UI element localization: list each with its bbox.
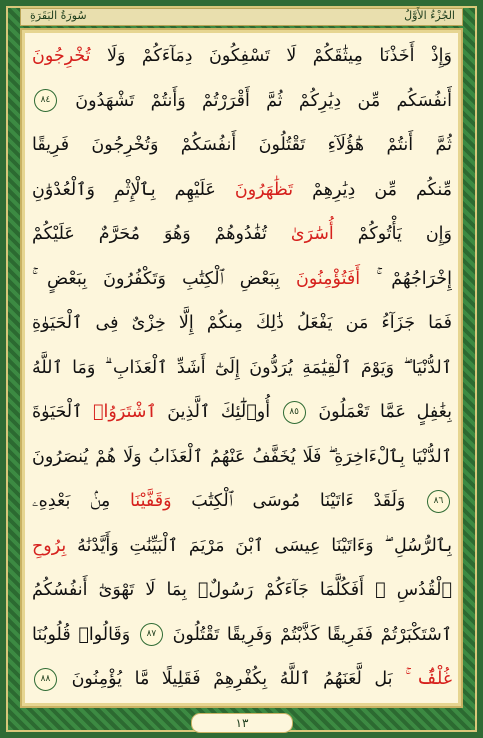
- ayah-number-marker: ٨٨: [34, 668, 57, 691]
- highlighted-word: تُخْرِجُونَ: [32, 46, 91, 66]
- verse-line: [32, 34, 452, 79]
- juz-name: الجُزْءُ الأَوَّلُ: [404, 9, 455, 22]
- verse-text: مِّنكُم مِّن دِيَٰرِهِمْ: [293, 179, 452, 200]
- verse-text: أَنفُسَكُم مِّن دِيَٰرِكُمْ ثُمَّ أَقْرَرْتُمْ وَأَنتُمْ تَشْهَدُونَ: [59, 90, 452, 111]
- verse-text: بِغَٰفِلٍ عَمَّا تَعْمَلُونَ: [307, 402, 452, 422]
- verse-text: وَإِذْ أَخَذْنَا مِيثَٰقَكُمْ لَا تَسْفِكُونَ دِمَآءَكُمْ وَلَا: [90, 46, 452, 66]
- highlighted-word: تَظَٰهَرُونَ: [234, 179, 294, 200]
- ayah-number-marker: ٨٥: [283, 401, 306, 424]
- verse-text: مِنۢ بَعْدِهِۦ: [32, 491, 130, 511]
- verse-lines: [32, 34, 452, 702]
- verse-text: بِٱلرُّسُلِ ۖ وَءَاتَيْنَا عِيسَى ٱبْنَ مَرْيَمَ ٱلْبَيِّنَٰتِ وَأَيَّدْنَٰهُ: [66, 535, 452, 556]
- verse-line: [32, 301, 452, 346]
- verse-text: وَلَقَدْ ءَاتَيْنَا مُوسَى ٱلْكِتَٰبَ: [171, 491, 426, 511]
- verse-text: إِخْرَاجُهُمْ ۚ: [360, 268, 452, 289]
- verse-line: [32, 657, 452, 702]
- verse-text: عَلَيْهِم بِٱلْإِثْمِ وَٱلْعُدْوَٰنِ: [32, 179, 235, 200]
- ayah-number-marker: ٨٧: [140, 623, 163, 646]
- verse-text: ثُمَّ أَنتُمْ هَٰٓؤُلَآءِ تَقْتُلُونَ أَنفُسَكُمْ وَتُخْرِجُونَ فَرِيقًا: [32, 135, 452, 155]
- verse-text: بِبَعْضِ ٱلْكِتَٰبِ وَتَكْفُرُونَ بِبَعْضٍ ۚ: [32, 268, 296, 289]
- verse-text: أُو۟لَٰٓئِكَ ٱلَّذِينَ: [156, 402, 281, 422]
- highlighted-word: أُسَٰرَىٰ: [290, 224, 334, 244]
- verse-line: [32, 257, 452, 302]
- verse-text: ٱلدُّنْيَا ۖ وَيَوْمَ ٱلْقِيَٰمَةِ يُرَدُّونَ إِلَىٰٓ أَشَدِّ ٱلْعَذَابِ ۗ وَمَا ٱللَّهُ: [32, 357, 452, 378]
- verse-line: [32, 212, 452, 257]
- verse-text: فَمَا جَزَآءُ مَن يَفْعَلُ ذَٰلِكَ مِنكُمْ إِلَّا خِزْىٌ فِى ٱلْحَيَوٰةِ: [32, 313, 452, 333]
- verse-line: [32, 79, 452, 124]
- verse-line: [32, 123, 452, 168]
- highlighted-word: وَقَفَّيْنَا: [129, 491, 172, 511]
- page-number: ١٣: [191, 713, 293, 733]
- highlighted-word: ٱشْتَرَوُا۟: [93, 402, 157, 422]
- verse-text: ٱلدُّنْيَا بِٱلْءَاخِرَةِ ۖ فَلَا يُخَفَّفُ عَنْهُمُ ٱلْعَذَابُ وَلَا هُمْ يُنصَرُونَ: [32, 446, 452, 467]
- verse-line: [32, 390, 452, 435]
- verse-line: [32, 524, 452, 569]
- verse-line: [32, 168, 452, 213]
- verse-text: وَقَالُوا۟ قُلُوبُنَا: [32, 624, 138, 645]
- verse-line: [32, 479, 452, 524]
- verse-text: وَإِن يَأْتُوكُمْ: [333, 224, 452, 244]
- verse-line: [32, 568, 452, 613]
- ayah-number-marker: ٨٤: [34, 89, 57, 112]
- verse-text: تُفَٰدُوهُمْ وَهُوَ مُحَرَّمٌ عَلَيْكُمْ: [32, 224, 291, 244]
- verse-text: ٱسْتَكْبَرْتُمْ فَفَرِيقًا كَذَّبْتُمْ وَفَرِيقًا تَقْتُلُونَ: [164, 624, 452, 645]
- verse-text: ٱلْحَيَوٰةَ: [32, 402, 93, 422]
- highlighted-word: بِرُوحِ: [32, 535, 67, 556]
- verse-text: بَل لَّعَنَهُمُ ٱللَّهُ بِكُفْرِهِمْ فَقَلِيلًا مَّا يُؤْمِنُونَ: [59, 669, 406, 689]
- highlighted-word: أَفَتُؤْمِنُونَ: [296, 268, 361, 289]
- verse-line: [32, 613, 452, 658]
- verse-line: [32, 346, 452, 391]
- verse-line: [32, 435, 452, 480]
- highlighted-word: غُلْفٌۢ ۚ: [405, 669, 452, 689]
- verse-text: ٱلْقُدُسِ ۗ أَفَكُلَّمَا جَآءَكُمْ رَسُولٌۢ بِمَا لَا تَهْوَىٰٓ أَنفُسُكُمُ: [32, 580, 452, 600]
- ayah-number-marker: ٨٦: [427, 490, 450, 513]
- surah-name: سُورَةُ البَقَرَةِ: [30, 9, 87, 22]
